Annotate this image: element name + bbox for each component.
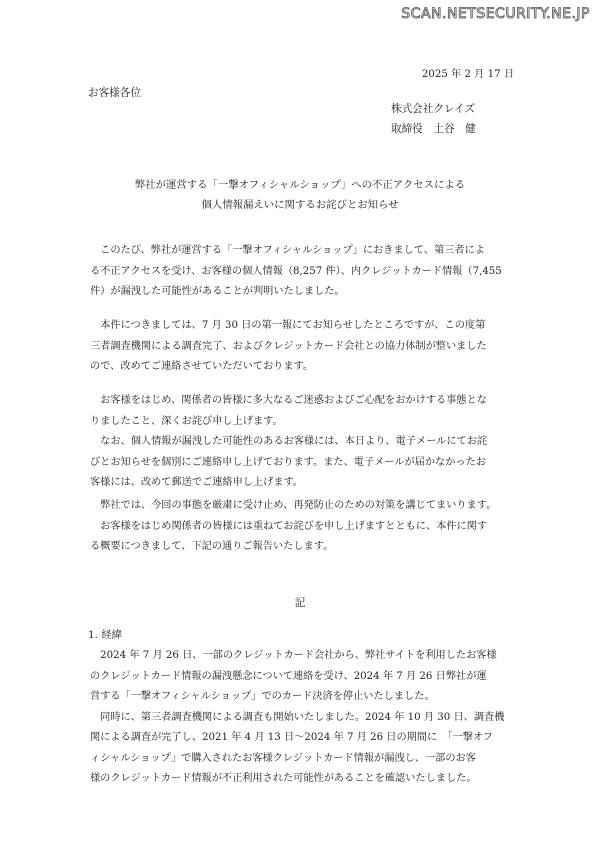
paragraph-line: 三者調査機関による調査完了、およびクレジットカード会社との協力体制が整いました xyxy=(90,340,487,352)
paragraph-line: このたび、弊社が運営する「一撃オフィシャルショップ」におきまして、第三者によ xyxy=(90,245,485,256)
paragraph-line: なお、個人情報が漏洩した可能性のあるお客様には、本日より、電子メールにてお詫 xyxy=(90,436,488,447)
signer-name: 取締役 土谷 健 xyxy=(391,123,476,135)
section-1-body xyxy=(90,646,515,790)
watermark-text: SCAN.NETSECURITY.NE.JP xyxy=(401,6,590,22)
paragraph-line: 弊社では、今回の事態を厳粛に受け止め、再発防止のための対策を講じてまいります。 xyxy=(90,500,497,511)
section-line: 様のクレジットカード情報が不正利用された可能性があることを確認いたしました。 xyxy=(90,773,477,784)
section-line: のクレジットカード情報の漏洩懸念について連絡を受け、2024 年 7 月 26 日弊社が運 xyxy=(90,670,487,682)
paragraph-4 xyxy=(90,496,515,558)
section-line: 営する「一撃オフィシャルショップ」でのカード決済を停止いたしました。 xyxy=(90,691,435,702)
section-line: 同時に、第三者調査機関による調査も開始いたしました。2024 年 10 月 30 日、調査機 xyxy=(90,711,505,723)
section-heading-1: 1. 経緯 xyxy=(88,629,122,641)
paragraph-line: 客様には、改めて郵送でご連絡申し上げます。 xyxy=(90,477,304,488)
paragraph-line: お客様をはじめ関係者の皆様には重ねてお詫びを申し上げますとともに、本件に関す xyxy=(90,520,488,532)
paragraph-line: 本件につきましては、7 月 30 日の第一報にてお知らせしたところですが、この度第 xyxy=(90,320,486,331)
section-line: 2024 年 7 月 26 日、一部のクレジットカード会社から、弊社サイトを利用したお客様 xyxy=(90,650,497,661)
paragraph-line: る不正アクセスを受け、お客様の個人情報（8,257 件）、内クレジットカード情報（7,455 xyxy=(90,265,502,277)
paragraph-line: ので、改めてご連絡させていただいております。 xyxy=(90,361,314,372)
paragraph-line: る概要につきまして、下記の通りご報告いたします。 xyxy=(90,541,334,552)
paragraph-line: びとお知らせを個別にご連絡申し上げております。また、電子メールが届かなかったお xyxy=(90,456,486,468)
paragraph-3 xyxy=(90,391,515,494)
document-title-line-1: 弊社が運営する「一撃オフィシャルショップ」への不正アクセスによる xyxy=(134,179,466,191)
document-date: 2025 年 2 月 17 日 xyxy=(421,69,514,80)
document-title-line-2: 個人情報漏えいに関するお詫びとお知らせ xyxy=(201,199,399,211)
section-line: 関による調査が完了し、2021 年 4 月 13 日～2024 年 7 月 26 日の期間に 「一撃オフ xyxy=(90,732,493,743)
company-name: 株式会社クレイズ xyxy=(391,103,476,115)
paragraph-line: お客様をはじめ、関係者の皆様に多大なるご迷惑およびご心配をおかけする事態とな xyxy=(90,395,487,406)
paragraph-1 xyxy=(90,241,515,303)
ki-marker: 記 xyxy=(294,597,306,609)
paragraph-2 xyxy=(90,316,515,378)
recipient: お客様各位 xyxy=(88,87,141,99)
paragraph-line: 件）が漏洩した可能性があることが判明いたしました。 xyxy=(90,286,345,297)
paragraph-line: りましたこと、深くお詫び申し上げます。 xyxy=(90,415,283,427)
section-line: ィシャルショップ」で購入されたお客様クレジットカード情報が漏洩し、一部のお客 xyxy=(90,752,476,764)
